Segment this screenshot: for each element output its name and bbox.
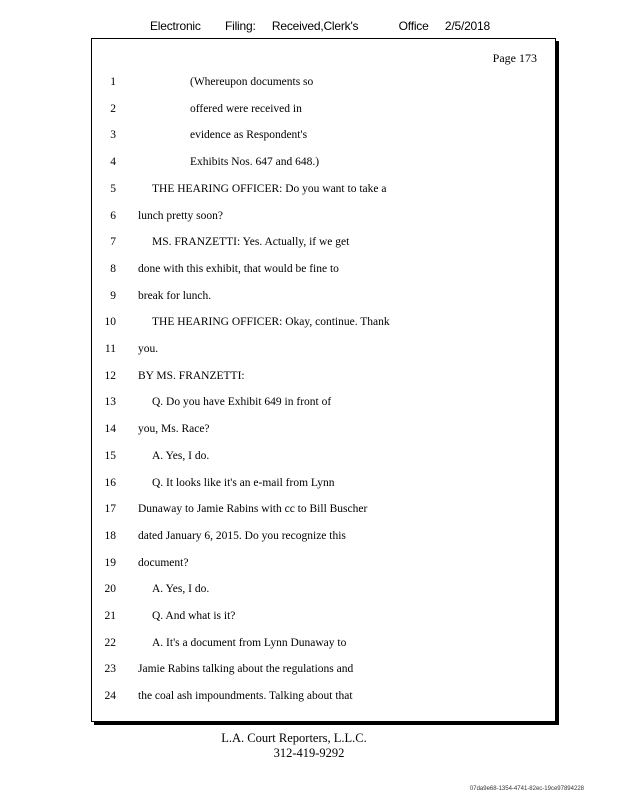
transcript-line — [92, 607, 555, 625]
line-number: 23 — [104, 663, 116, 676]
line-text: lunch pretty soon? — [138, 209, 223, 222]
transcript-line — [92, 233, 555, 251]
transcript-line — [92, 180, 555, 198]
line-number: 11 — [104, 343, 116, 355]
line-text: break for lunch. — [138, 289, 212, 302]
transcript-line — [92, 580, 555, 598]
transcript-line — [92, 207, 555, 225]
line-number: 4 — [110, 156, 116, 169]
transcript-line — [92, 153, 555, 171]
line-text: MS. FRANZETTI: Yes. Actually, if we get — [152, 236, 350, 249]
line-number: 12 — [104, 369, 116, 382]
line-number: 7 — [110, 236, 116, 249]
line-text: A. Yes, I do. — [152, 583, 210, 596]
line-text: evidence as Respondent's — [190, 129, 308, 142]
transcript-line — [92, 100, 555, 118]
transcript-line — [92, 687, 555, 705]
line-number: 1 — [110, 76, 116, 88]
line-number: 22 — [104, 636, 116, 649]
line-number: 6 — [110, 209, 116, 222]
line-number: 17 — [104, 503, 116, 516]
line-text: A. Yes, I do. — [152, 449, 210, 462]
line-text: Exhibits Nos. 647 and 648.) — [190, 156, 320, 169]
transcript-line — [92, 126, 555, 144]
transcript-line — [92, 500, 555, 518]
line-number: 10 — [104, 316, 116, 329]
filing-label: Filing: — [224, 19, 256, 33]
line-text: Jamie Rabins talking about the regulations and — [138, 663, 354, 676]
line-text: THE HEARING OFFICER: Do you want to take a — [152, 182, 387, 195]
transcript-line — [92, 420, 555, 438]
line-number: 9 — [110, 289, 116, 302]
line-number: 21 — [104, 610, 116, 622]
transcript-line — [92, 367, 555, 385]
line-text: document? — [138, 556, 189, 569]
line-number: 8 — [110, 262, 116, 275]
line-number: 5 — [110, 182, 116, 195]
transcript-line — [92, 340, 555, 358]
line-number: 19 — [104, 556, 116, 569]
line-text: done with this exhibit, that would be fine to — [138, 262, 339, 275]
transcript-line — [92, 474, 555, 492]
line-number: 13 — [104, 396, 116, 409]
line-text: Q. And what is it? — [152, 610, 236, 622]
footer-reporter: L.A. Court Reporters, L.L.C. — [221, 731, 367, 745]
line-text: THE HEARING OFFICER: Okay, continue. Thank — [152, 316, 390, 329]
filing-electronic: Electronic — [150, 19, 201, 33]
line-text: dated January 6, 2015. Do you recognize this — [138, 529, 346, 542]
transcript-line — [92, 287, 555, 305]
line-number: 18 — [104, 529, 116, 542]
footer-phone: 312-419-9292 — [273, 746, 345, 760]
filing-header — [150, 19, 490, 33]
line-text: A. It's a document from Lynn Dunaway to — [152, 636, 347, 649]
line-text: Q. Do you have Exhibit 649 in front of — [152, 396, 332, 409]
line-number: 24 — [104, 690, 116, 703]
line-text: Q. It looks like it's an e-mail from Lynn — [152, 476, 335, 489]
transcript-line — [92, 554, 555, 572]
line-number: 15 — [104, 449, 116, 462]
line-number: 14 — [104, 423, 116, 436]
document-id: 07da9e68-1354-4741-82ec-19ce97894228 — [469, 786, 584, 792]
line-text: Dunaway to Jamie Rabins with cc to Bill Buscher — [138, 503, 368, 516]
line-number: 20 — [104, 583, 116, 596]
page-number: Page 173 — [492, 51, 537, 65]
transcript-line — [92, 313, 555, 331]
transcript-line — [92, 527, 555, 545]
line-text: offered were received in — [190, 102, 302, 115]
filing-office: Office — [398, 19, 429, 33]
line-text: you. — [138, 343, 159, 355]
filing-received: Received,Clerk's — [271, 19, 359, 33]
transcript-line — [92, 447, 555, 465]
line-text: (Whereupon documents so — [190, 76, 314, 88]
line-number: 2 — [110, 102, 116, 115]
transcript-line — [92, 660, 555, 678]
transcript-line — [92, 634, 555, 652]
transcript-page — [91, 38, 556, 722]
line-number: 3 — [110, 129, 116, 142]
line-text: the coal ash impoundments. Talking about that — [138, 690, 353, 703]
transcript-line — [92, 73, 555, 91]
transcript-line — [92, 260, 555, 278]
line-number: 16 — [104, 476, 116, 489]
line-text: you, Ms. Race? — [138, 423, 210, 436]
filing-date: 2/5/2018 — [444, 19, 490, 33]
line-text: BY MS. FRANZETTI: — [138, 369, 245, 382]
transcript-line — [92, 393, 555, 411]
